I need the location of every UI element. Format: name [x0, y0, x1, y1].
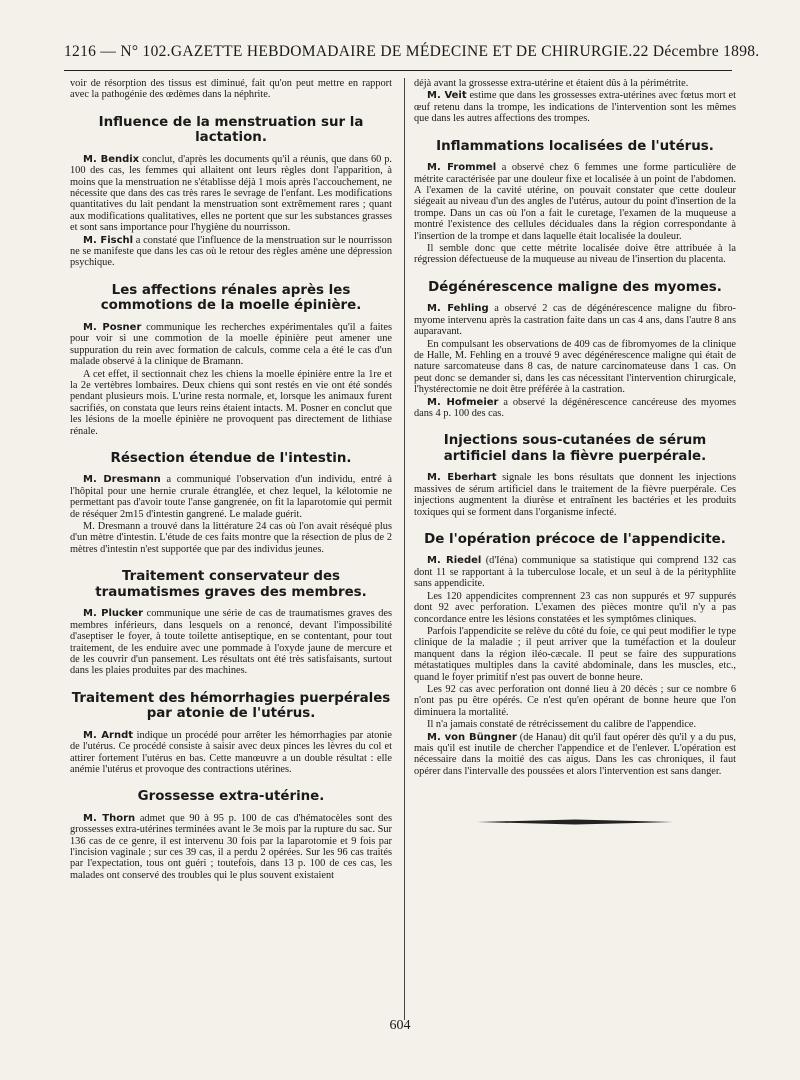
- page-issue-label: 1216 — N° 102.: [64, 43, 171, 60]
- paragraph-text: Il n'a jamais constaté de rétrécissement du calibre de l'appendice.: [427, 719, 697, 731]
- paragraph-text: conclut, d'après les documents qu'il a réunis, que dans 60 p. 100 des cas, les femmes qui allaitent ont leurs règles dont l'apparition, à moins que la menstruation ne s'établisse déjà 1 mois après l'accouchement, ne nécessite que dans des cas très rares le sevrage de l'enfant. Les modifications quantitatives du lait pendant la menstruation sont extrêmement rares ; quant aux modifications qualitatives, elles ne portent que sur les substances grasses et sont sans importance pour l'hygiène du nourrisson.: [70, 153, 392, 234]
- section-heading: Influence de la menstruation sur la lactation.: [98, 114, 364, 146]
- paragraph: [414, 591, 736, 625]
- paragraph: [414, 78, 736, 89]
- paragraph-text: Il semble donc que cette métrite localisée doive être attribuée à la régression défectueuse de la muqueuse au niveau de l'insertion du placenta.: [414, 242, 736, 266]
- right-column: [414, 78, 736, 827]
- author-name: M. Eberhart: [427, 472, 497, 484]
- section-heading: Dégénérescence maligne des myomes.: [428, 279, 722, 295]
- paragraph: [414, 684, 736, 718]
- paragraph-text: déjà avant la grossesse extra-utérine et étaient dûs à la périmétrite.: [414, 78, 689, 89]
- paragraph-text: communique les recherches expérimentales qu'il a faites pour voir si une commotion de la moelle épinière peut amener une suppuration du rein avec formation de calculs, comme cela a été le cas d'un malade observé à la clinique de Bramann.: [70, 321, 393, 368]
- paragraph-text: En compulsant les observations de 409 cas de fibromyomes de la clinique de Halle, M. Fehling en a trouvé 9 avec dégénérescence maligne qui était de nature sarcomateuse dans 8 cas, de nature carcinomateuse dans 1 cas. On peut donc se demander si, dans les cas nécessitant l'intervention chirurgicale, l'hystérectomie ne doit être préférée à la castration.: [414, 338, 736, 396]
- author-name: M. Posner: [83, 321, 142, 333]
- paragraph-text: estime que dans les grossesses extra-utérines avec fœtus mort et œuf retenu dans la trompe, les indications de l'intervention sont les mêmes que dans les autres affections des trompes.: [414, 90, 736, 125]
- paragraph: [70, 322, 392, 368]
- paragraph: [414, 339, 736, 396]
- paragraph-text: voir de résorption des tissus est diminué, fait qu'on peut mettre en rapport avec la pathogénie des œdèmes dans la néphrite.: [70, 78, 392, 101]
- paragraph-text: A cet effet, il sectionnait chez les chiens la moelle épinière entre la 1re et la 2e vertèbres lombaires. Deux chiens qui sont restés en vie ont été sondés pendant plusieurs mois. L'urine resta normale, et, lorsque les animaux furent sacrifiés, on constata que leurs reins étaient intacts. M. Posner en conclut que les lésions de la moelle épinière ne provoquent pas directement de lithiase rénale.: [70, 368, 392, 437]
- paragraph-text: Parfois l'appendicite se relève du côté du foie, ce qui peut modifier le type clinique de la maladie ; il peut arriver que la tuméfaction et la douleur manquent dans la région iléo-cæcale. Il peut se faire des suppurations métastatiques multiples dans la cavité abdominale, dans les muscles, etc., quand le foyer primitif n'est pas ouvert de bonne heure.: [414, 625, 736, 683]
- paragraph: [414, 472, 736, 518]
- author-name: M. Riedel: [427, 555, 482, 567]
- paragraph: [70, 235, 392, 269]
- issue-date: 22 Décembre 1898.: [632, 43, 760, 60]
- header-rule: [64, 70, 732, 71]
- paragraph: [414, 243, 736, 266]
- author-name: M. Frommel: [427, 162, 497, 174]
- paragraph-text: indique un procédé pour arrêter les hémorrhagies par atonie de l'utérus. Ce procédé consiste à saisir avec deux pinces les lèvres du col et attirer fortement l'utérus en bas. Cette manœuvre a un double résultat : elle anémie l'utérus et provoque des contractions utérines.: [70, 729, 392, 775]
- paragraph: [414, 719, 736, 730]
- paragraph-text: signale les bons résultats que donnent les injections massives de sérum artificiel dans le traitement de la fièvre puerpérale. Ces injections augmentent la diurèse et entraînent les bactéries et les produits toxiques qui se forment dans l'organisme infecté.: [414, 472, 736, 518]
- paragraph-text: M. Dresmann a trouvé dans la littérature 24 cas où l'on avait réséqué plus d'un mètre d'intestin. L'étude de ces faits montre que la résection de plus de 2 mètres d'intestin n'est supportée que par des individus jeunes.: [70, 521, 392, 555]
- author-name: M. Fischl: [83, 234, 134, 246]
- author-name: M. Veit: [427, 90, 467, 102]
- section-heading: Les affections rénales après les commotions de la moelle épinière.: [100, 282, 362, 314]
- paragraph: [70, 730, 392, 776]
- column-divider: [404, 78, 405, 1020]
- journal-title: GAZETTE HEBDOMADAIRE DE MÉDECINE ET DE CHIRURGIE.: [170, 43, 633, 60]
- paragraph: [414, 397, 736, 420]
- paragraph: [414, 555, 736, 589]
- paragraph: [70, 521, 392, 555]
- author-name: M. Plucker: [83, 608, 144, 620]
- section-heading: Traitement des hémorrhagies puerpérales par atonie de l'utérus.: [71, 690, 391, 722]
- paragraph-text: a observé chez 6 femmes une forme particulière de métrite caractérisée par une douleur fixe et localisée à un point de l'abdomen. A l'examen de la cavité utérine, on pouvait constater que cette douleur siégeait au niveau d'un des angles de l'utérus, autour du point d'insertion de la trompe. Dans un cas où l'on a fait le curetage, l'examen de la muqueuse a montré l'existence des cellules déciduales dans la région correspondante à l'insertion de la trompe et dans laquelle était localisée la douleur.: [414, 162, 736, 242]
- paragraph: [414, 162, 736, 242]
- paragraph-text: admet que 90 à 95 p. 100 de cas d'hématocèles sont des grossesses extra-utérines terminées avant le 3e mois par la rupture du sac. Sur 136 cas de ce genre, il est intervenu 30 fois par la laparotomie et 9 fois par l'incision vaginale ; sur ces 39 cas, il a perdu 2 opérées. Sur les 96 cas traités par l'expectation, tous ont guéri ; toutefois, dans 13 p. 100 de ces cas, les malades ont conservé des troubles qui le plus souvent existaient: [70, 812, 392, 881]
- left-column: [70, 78, 392, 882]
- section-heading: Injections sous-cutanées de sérum artificiel dans la fièvre puerpérale.: [443, 433, 707, 464]
- section-heading: Traitement conservateur des traumatismes graves des membres.: [95, 569, 367, 600]
- paragraph-text: Les 92 cas avec perforation ont donné lieu à 20 décès ; sur ce nombre 6 n'ont pas pu être opérés. Ce n'est qu'en opérant de bonne heure que l'on diminuera la mortalité.: [414, 683, 736, 718]
- paragraph-text: a observé 2 cas de dégénérescence maligne du fibro-myome intervenu après la castration faite dans un cas 4 ans, dans l'autre 8 ans auparavant.: [414, 303, 736, 338]
- paragraph: [414, 90, 736, 124]
- author-name: M. Fehling: [427, 303, 489, 315]
- section-heading: Résection étendue de l'intestin.: [110, 450, 352, 466]
- paragraph-text: a observé la dégénérescence cancéreuse des myomes dans 4 p. 100 des cas.: [414, 396, 736, 419]
- author-name: M. Bendix: [83, 153, 140, 165]
- paragraph: [70, 474, 392, 520]
- running-head: [64, 38, 760, 66]
- paragraph: [70, 813, 392, 881]
- paragraph: [70, 369, 392, 437]
- paragraph: [70, 154, 392, 234]
- author-name: M. Dresmann: [83, 474, 161, 486]
- paragraph-text: communique une série de cas de traumatismes graves des membres inférieurs, dans lesquels on a renoncé, devant l'impossibilité d'aseptiser le foyer, à toute toilette antiseptique, en se contentant, pour tout traitement, de les enduire avec une pommade à l'oxyde jaune de mercure et de les couvrir d'un pansement. Les résultats ont été très satisfaisants, surtout dans les plaies produites par des machines.: [70, 608, 392, 677]
- paragraph: [414, 303, 736, 337]
- section-heading: De l'opération précoce de l'appendicite.: [424, 531, 726, 547]
- paragraph-text: Les 120 appendicites comprennent 23 cas non suppurés et 97 suppurés dont 92 avec perforation. L'examen des pièces montre qu'il n'y a pas concordance entre les lésions constatées et les symptômes cliniques.: [414, 590, 736, 625]
- paragraph: [414, 626, 736, 683]
- paragraph: [70, 78, 392, 101]
- section-heading: Grossesse extra-utérine.: [137, 789, 325, 805]
- paragraph: [70, 608, 392, 676]
- section-heading: Inflammations localisées de l'utérus.: [436, 138, 714, 154]
- paragraph-text: a constaté que l'influence de la menstruation sur le nourrisson ne se manifeste que dans les cas où le retour des règles amène une dépression psychique.: [70, 234, 392, 269]
- page-number: 604: [389, 1018, 411, 1033]
- author-name: M. Arndt: [83, 729, 134, 741]
- end-ornament: [475, 817, 675, 827]
- paragraph-text: (d'Iéna) communique sa statistique qui comprend 132 cas dont 11 se rapportant à la tuberculose locale, et un seul à de la pérityphlite sans appendicite.: [414, 555, 736, 590]
- paragraph: [414, 732, 736, 778]
- paragraph-text: (de Hanau) dit qu'il faut opérer dès qu'il y a du pus, mais qu'il est inutile de chercher l'appendice et de l'enlever. L'opération est nécessaire dans la moitié des cas aigus. Dans les cas chroniques, il faut opérer dans l'intervalle des poussées et alors l'intervention est sans danger.: [414, 731, 736, 777]
- author-name: M. Hofmeier: [427, 396, 499, 408]
- author-name: M. Thorn: [83, 812, 136, 824]
- paragraph-text: a communiqué l'observation d'un individu, entré à l'hôpital pour une hernie crurale étranglée, et chez lequel, la kélotomie ne permettant pas d'avoir toute l'anse gangrenée, on fit la laparotomie qui permit de réséquer 2m15 d'intestin gangrené. Le malade guérit.: [70, 474, 393, 520]
- author-name: M. von Büngner: [427, 731, 517, 743]
